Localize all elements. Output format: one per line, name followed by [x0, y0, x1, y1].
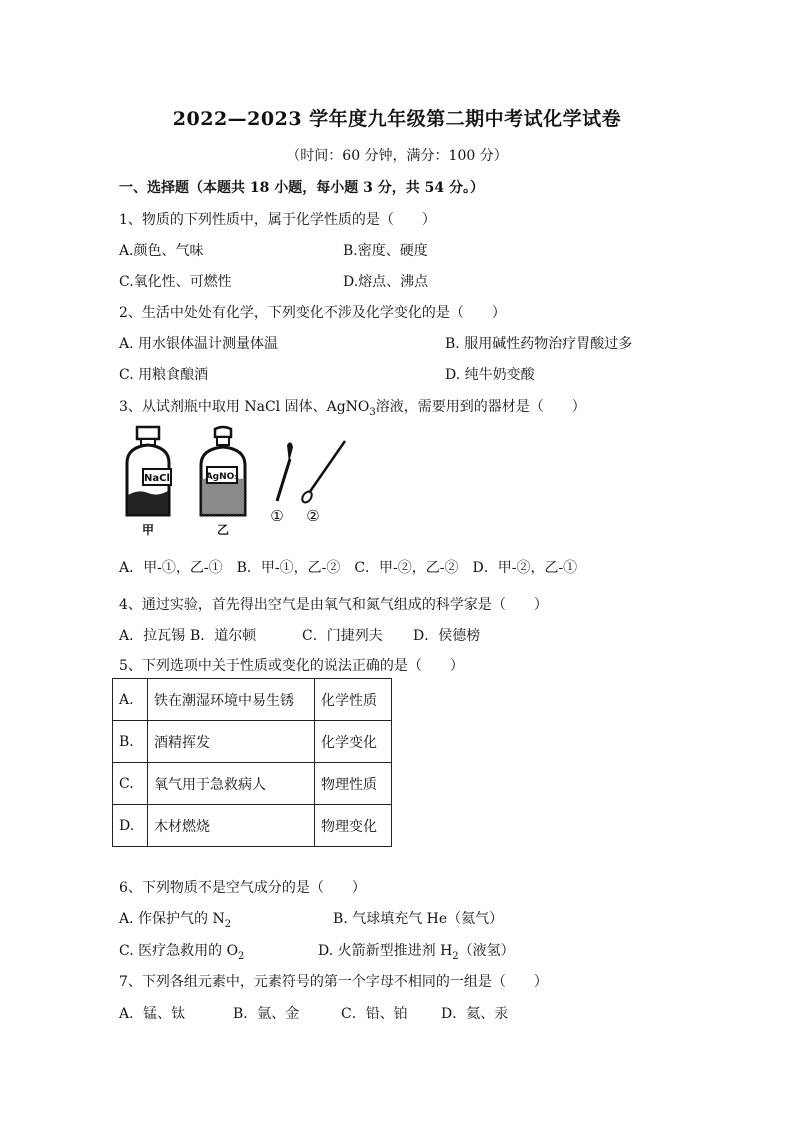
q7-option-d: D．氦、汞	[441, 1006, 509, 1022]
q1-option-c: C.氧化性、可燃性	[119, 274, 232, 290]
q2-option-a: A. 用水银体温计测量体温	[119, 336, 279, 352]
q1-stem: 1、物质的下列性质中，属于化学性质的是（ ）	[119, 212, 436, 228]
table-row	[113, 805, 392, 847]
q1-option-b: B.密度、硬度	[343, 243, 428, 259]
tool-2-name: ②	[306, 507, 320, 525]
table-row	[113, 679, 392, 721]
spoon-tool	[300, 441, 345, 525]
q7-stem: 7、下列各组元素中，元素符号的第一个字母不相同的一组是（ ）	[119, 974, 548, 990]
bottle-jia-label: NaCl	[144, 473, 170, 484]
table-cell: C.	[113, 763, 148, 805]
exam-title: 2022—2023 学年度九年级第二期中考试化学试卷	[172, 108, 622, 130]
bottle-jia-name: 甲	[141, 523, 155, 537]
table-cell: 木材燃烧	[148, 805, 315, 847]
table-row	[113, 721, 392, 763]
table-cell: 化学变化	[315, 721, 392, 763]
tool-1-name: ①	[270, 507, 284, 525]
table-cell: 物理变化	[315, 805, 392, 847]
table-cell: B.	[113, 721, 148, 763]
bottle-yi	[201, 427, 245, 537]
q4-option-d: D．侯德榜	[413, 628, 481, 644]
table-cell: 物理性质	[315, 763, 392, 805]
q1-option-a: A.颜色、气味	[119, 243, 204, 259]
q6-stem: 6、下列物质不是空气成分的是（ ）	[119, 880, 366, 896]
table-cell: D.	[113, 805, 148, 847]
dropper-tool	[270, 442, 293, 525]
bottle-jia	[127, 427, 171, 537]
q7-option-c: C．铅、铂	[341, 1006, 408, 1022]
q4-option-c: C．门捷列夫	[302, 628, 383, 644]
q4-option-b: B．道尔顿	[190, 628, 257, 644]
q1-option-d: D.熔点、沸点	[343, 274, 429, 290]
q4-option-a: A．拉瓦锡	[119, 628, 186, 644]
table-cell: 化学性质	[315, 679, 392, 721]
q5-stem: 5、下列选项中关于性质或变化的说法正确的是（ ）	[119, 658, 464, 674]
bottle-yi-label: AgNO₃	[205, 472, 239, 482]
q6-option-c: C. 医疗急救用的 $O_2$	[119, 943, 245, 962]
lab-equipment-figure	[119, 423, 359, 541]
section-heading: 一、选择题（本题共 18 小题，每小题 3 分，共 54 分。）	[119, 180, 484, 196]
q4-stem: 4、通过实验，首先得出空气是由氧气和氮气组成的科学家是（ ）	[119, 597, 548, 613]
table-cell: 氧气用于急救病人	[148, 763, 315, 805]
q5-table	[112, 678, 392, 847]
q3-stem: 3、从试剂瓶中取用 NaCl 固体、AgNO$_3$溶液，需要用到的器材是（ ）	[119, 399, 586, 418]
q2-option-b: B. 服用碱性药物治疗胃酸过多	[445, 336, 633, 352]
table-cell: 铁在潮湿环境中易生锈	[148, 679, 315, 721]
q3-options: A．甲-①，乙-① B．甲-①，乙-② C．甲-②，乙-② D．甲-②，乙-①	[119, 560, 578, 576]
q2-option-d: D. 纯牛奶变酸	[445, 367, 535, 383]
q7-option-a: A．锰、钛	[119, 1006, 186, 1022]
table-row	[113, 763, 392, 805]
q6-option-d: D. 火箭新型推进剂 $H_2$（液氢）	[318, 943, 515, 962]
q2-option-c: C. 用粮食酿酒	[119, 367, 209, 383]
bottle-yi-name: 乙	[216, 523, 230, 537]
q6-option-b: B. 气球填充气 He（氦气）	[333, 911, 504, 927]
q2-stem: 2、生活中处处有化学，下列变化不涉及化学变化的是（ ）	[119, 305, 506, 321]
exam-subtitle: （时间：60 分钟，满分：100 分）	[286, 148, 508, 164]
q7-option-b: B．氩、金	[233, 1006, 300, 1022]
table-cell: A.	[113, 679, 148, 721]
q6-option-a: A. 作保护气的 $N_2$	[119, 911, 232, 930]
table-cell: 酒精挥发	[148, 721, 315, 763]
